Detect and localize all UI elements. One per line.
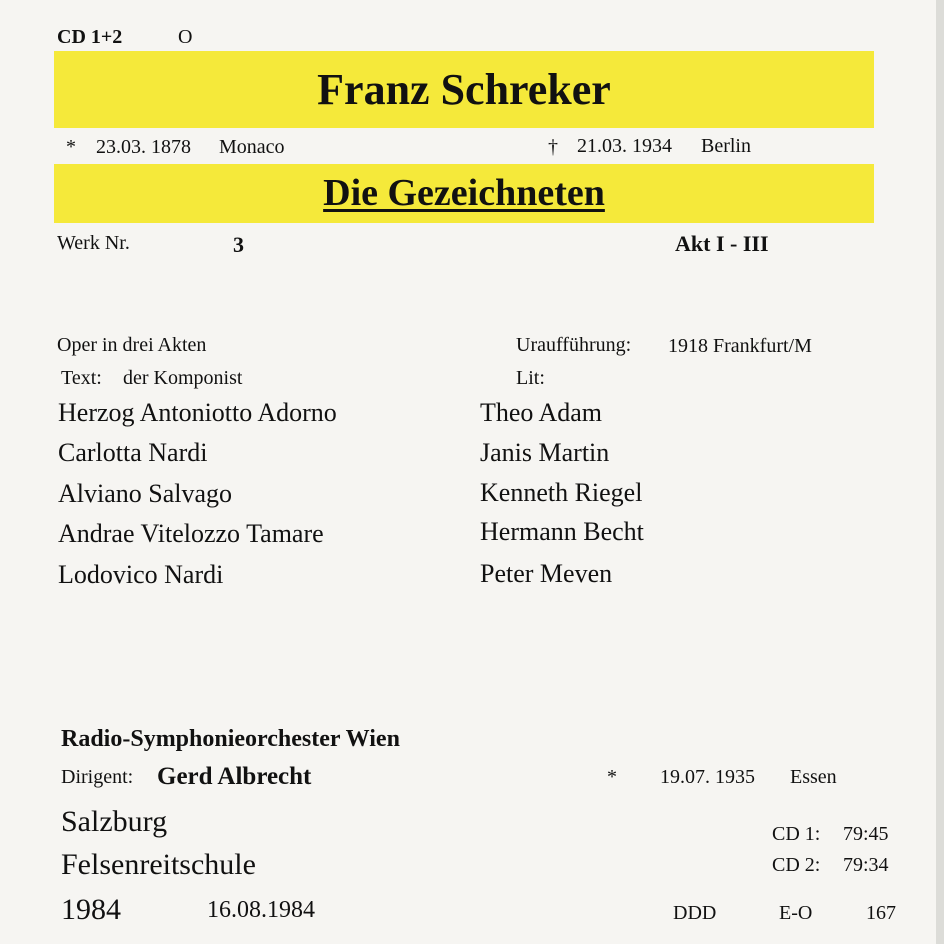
marker-label: O: [178, 26, 193, 48]
genre: Oper in drei Akten: [57, 334, 207, 356]
werk-label: Werk Nr.: [57, 232, 130, 254]
conductor-birth-symbol: *: [607, 766, 617, 788]
city: Salzburg: [61, 805, 168, 838]
orchestra: Radio-Symphonieorchester Wien: [61, 726, 400, 752]
cast-singer: Kenneth Riegel: [480, 478, 643, 507]
cast-singer: Theo Adam: [480, 398, 603, 427]
cast-role: Lodovico Nardi: [58, 560, 224, 589]
cd-label: CD 1+2: [57, 26, 123, 48]
birth-place: Monaco: [219, 136, 285, 158]
cast-singer: Peter Meven: [480, 559, 613, 588]
composer-band: [54, 51, 874, 128]
text-value: der Komponist: [123, 367, 243, 389]
work-title: Die Gezeichneten: [323, 172, 605, 214]
conductor-birth-place: Essen: [790, 766, 837, 788]
birth-date: 23.03. 1878: [96, 136, 191, 158]
disc-label: CD 1:: [772, 823, 821, 845]
conductor-label: Dirigent:: [61, 766, 134, 788]
work-band: [54, 164, 874, 223]
death-place: Berlin: [701, 135, 751, 157]
catalog-number: 167: [866, 902, 896, 924]
disc-label: CD 2:: [772, 854, 821, 876]
cast-role: Carlotta Nardi: [58, 438, 208, 467]
conductor-birth-date: 19.07. 1935: [660, 766, 755, 788]
cast-singer: Hermann Becht: [480, 517, 644, 546]
acts: Akt I - III: [675, 231, 769, 256]
text-label: Text:: [61, 367, 102, 389]
cast-role: Andrae Vitelozzo Tamare: [58, 519, 324, 548]
cast-role: Herzog Antoniotto Adorno: [58, 398, 337, 427]
cast-singer: Janis Martin: [480, 438, 610, 467]
premiere-value: 1918 Frankfurt/M: [668, 335, 812, 357]
format-code: DDD: [673, 902, 717, 924]
death-symbol: †: [548, 136, 558, 158]
conductor-name: Gerd Albrecht: [157, 763, 312, 790]
page-edge: [936, 0, 944, 944]
date: 16.08.1984: [207, 897, 315, 923]
edition-code: E-O: [779, 902, 813, 924]
lit-label: Lit:: [516, 367, 545, 389]
venue: Felsenreitschule: [61, 848, 256, 881]
year: 1984: [61, 893, 121, 926]
death-date: 21.03. 1934: [577, 135, 672, 157]
birth-symbol: *: [66, 136, 76, 158]
premiere-label: Uraufführung:: [516, 334, 632, 356]
cast-role: Alviano Salvago: [58, 479, 233, 508]
disc-duration: 79:45: [843, 823, 889, 845]
werk-number: 3: [233, 232, 244, 257]
disc-duration: 79:34: [843, 854, 889, 876]
composer-name: Franz Schreker: [317, 65, 611, 114]
